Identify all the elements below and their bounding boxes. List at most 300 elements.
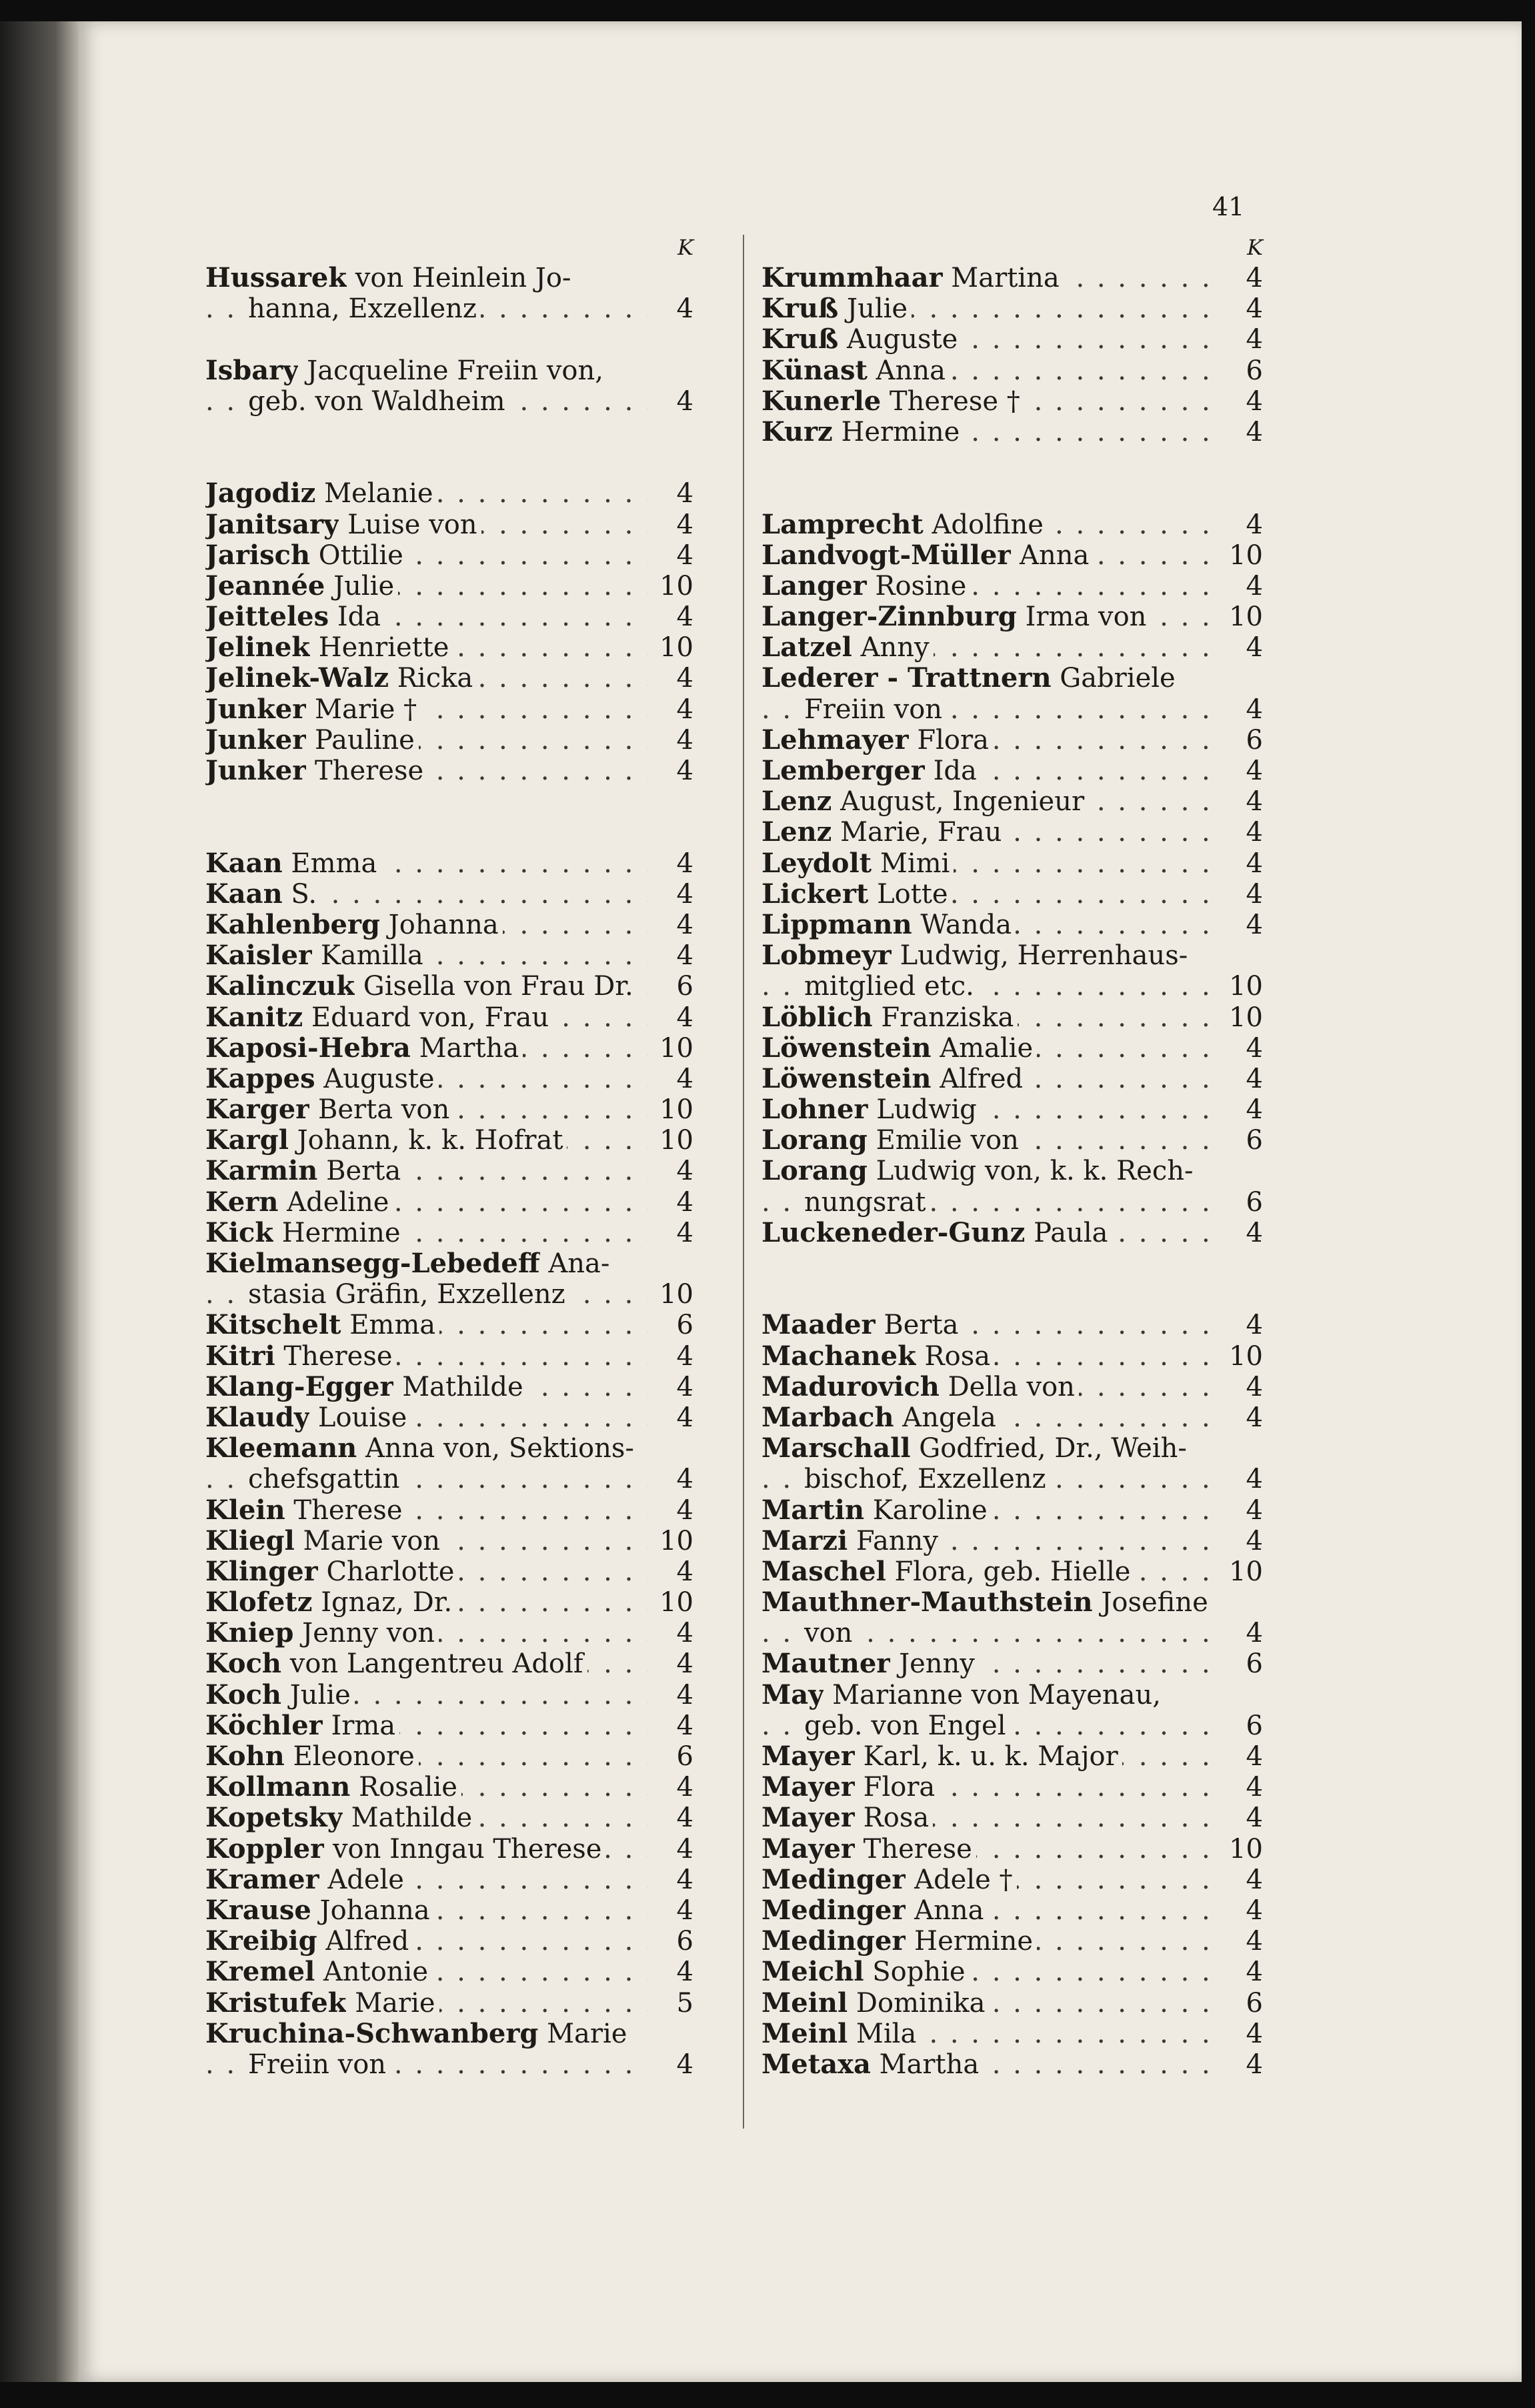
surname: Jeitteles xyxy=(205,601,329,633)
given-name: Amalie xyxy=(931,1032,1034,1064)
left-column xyxy=(205,232,693,2080)
list-item xyxy=(761,1895,1263,1926)
surname: Langer xyxy=(761,570,867,601)
surname: Kopetsky xyxy=(205,1802,343,1834)
list-item xyxy=(205,1341,693,1372)
surname: Koch xyxy=(205,1679,282,1710)
list-item xyxy=(205,1895,693,1926)
donation-amount: 5 xyxy=(676,1987,693,2019)
donor-name xyxy=(205,1865,648,1895)
donor-name xyxy=(205,601,648,632)
list-item xyxy=(761,848,1263,879)
donation-amount: 4 xyxy=(1246,756,1263,786)
list-item xyxy=(761,663,1263,694)
section-gap xyxy=(205,324,693,355)
donation-amount: 4 xyxy=(1246,694,1263,725)
list-item-continuation xyxy=(205,293,693,324)
given-name: Lotte xyxy=(868,878,948,910)
donation-amount: 4 xyxy=(1246,1217,1263,1248)
list-item xyxy=(205,1187,693,1218)
currency-header-right: K xyxy=(1247,235,1263,260)
donor-name xyxy=(205,1094,648,1125)
donation-amount: 4 xyxy=(676,509,693,540)
page-number: 41 xyxy=(1212,192,1245,221)
donor-name xyxy=(205,2019,693,2049)
given-name: Alfred xyxy=(931,1063,1024,1094)
list-item xyxy=(761,601,1263,632)
donor-name xyxy=(761,1002,1218,1033)
given-name: Henriette xyxy=(310,632,449,664)
given-name: Therese xyxy=(306,756,424,786)
surname: Löwenstein xyxy=(761,1063,932,1094)
surname: Junker xyxy=(205,724,307,756)
donation-amount: 4 xyxy=(676,1679,693,1710)
surname: Kitschelt xyxy=(205,1310,341,1341)
donor-name xyxy=(205,1310,648,1340)
donor-name xyxy=(205,1125,648,1156)
donor-name xyxy=(205,571,648,601)
list-item xyxy=(761,1372,1263,1402)
given-name: Angela xyxy=(894,1402,996,1433)
donor-name xyxy=(761,1957,1218,1987)
donation-amount: 4 xyxy=(1246,2018,1263,2049)
given-name: Jenny xyxy=(890,1648,975,1680)
section-gap xyxy=(761,478,1263,509)
donor-name xyxy=(205,1064,648,1094)
list-item xyxy=(761,1865,1263,1895)
list-item xyxy=(205,694,693,725)
list-item xyxy=(205,1310,693,1340)
given-name: Sophie xyxy=(864,1957,966,1988)
given-name: Kamilla xyxy=(312,940,423,972)
donor-name xyxy=(205,940,648,971)
surname: Kern xyxy=(205,1186,279,1218)
donor-name xyxy=(761,509,1218,540)
given-name: Adele † xyxy=(906,1864,1013,1895)
donor-name xyxy=(205,1402,648,1433)
list-item xyxy=(205,971,693,1002)
given-name: Berta xyxy=(875,1310,959,1341)
surname: Lehmayer xyxy=(761,724,909,756)
list-item xyxy=(205,1648,693,1679)
donor-name: bischof, Exzellenz . . . xyxy=(761,1464,1218,1494)
list-item xyxy=(205,1865,693,1895)
given-name: Karl, k. u. k. Major xyxy=(854,1741,1118,1772)
list-item xyxy=(205,478,693,509)
given-name: Emma xyxy=(282,848,377,879)
donor-name xyxy=(761,2049,1218,2080)
donor-name xyxy=(761,1834,1218,1865)
list-item xyxy=(761,324,1263,355)
given-name: Anna xyxy=(867,355,946,386)
list-item xyxy=(761,786,1263,817)
given-name: Jenny von xyxy=(293,1618,435,1649)
given-name: Emma xyxy=(341,1310,436,1341)
donor-name xyxy=(205,663,648,694)
surname: Medinger xyxy=(761,1926,906,1957)
list-item xyxy=(205,1988,693,2019)
given-name: Ignaz, Dr. xyxy=(312,1587,453,1618)
right-column-rows xyxy=(761,263,1263,2080)
given-name: Martha xyxy=(870,2049,980,2080)
list-item-continuation xyxy=(761,1618,1263,1648)
list-item xyxy=(205,1218,693,1248)
donation-amount: 4 xyxy=(676,1156,693,1187)
given-name: S. xyxy=(282,878,317,910)
donor-name xyxy=(205,1834,648,1865)
surname: Kremel xyxy=(205,1957,315,1988)
given-name: Franziska xyxy=(872,1002,1014,1033)
donor-name xyxy=(761,1648,1218,1679)
surname: Meinl xyxy=(761,1987,848,2019)
list-item xyxy=(205,1402,693,1433)
donation-amount: 6 xyxy=(1246,1125,1263,1156)
donor-name xyxy=(761,1033,1218,1064)
surname: Luckeneder-Gunz xyxy=(761,1217,1026,1248)
donation-amount: 10 xyxy=(659,1279,693,1310)
surname: Lemberger xyxy=(761,756,925,786)
surname: Lenz xyxy=(761,817,832,848)
surname: Künast xyxy=(761,355,868,386)
given-name: Adele xyxy=(319,1864,404,1895)
list-item xyxy=(205,1002,693,1033)
surname: Kohn xyxy=(205,1741,285,1772)
given-name: Ana- xyxy=(539,1248,610,1279)
given-name: Melanie xyxy=(315,478,433,509)
list-item xyxy=(761,1033,1263,1064)
surname: Klein xyxy=(205,1494,285,1526)
given-name: Marie von xyxy=(294,1525,441,1556)
list-item xyxy=(761,817,1263,848)
list-item-continuation xyxy=(761,1464,1263,1494)
donor-name xyxy=(761,632,1218,663)
given-name: Charlotte xyxy=(317,1556,455,1587)
list-item xyxy=(205,1587,693,1618)
list-item xyxy=(761,540,1263,571)
list-item xyxy=(205,848,693,879)
donor-name xyxy=(761,940,1263,971)
surname: Latzel xyxy=(761,632,852,664)
donation-amount: 10 xyxy=(659,1525,693,1556)
given-name: Ludwig von, k. k. Rech- xyxy=(867,1156,1194,1187)
donor-name xyxy=(761,1372,1218,1402)
donor-name: chefsgattin . . . xyxy=(205,1464,648,1494)
list-item xyxy=(205,632,693,663)
given-name: Johann, k. k. Hofrat xyxy=(288,1125,563,1156)
given-name: Adeline xyxy=(278,1186,389,1218)
given-name: Martha xyxy=(410,1032,519,1064)
donation-amount: 10 xyxy=(659,1032,693,1064)
donor-name: hanna, Exzellenz . . . xyxy=(205,293,648,324)
surname: Mayer xyxy=(761,1772,855,1803)
donation-amount: 10 xyxy=(1229,1002,1263,1033)
donation-amount: 4 xyxy=(1246,1032,1263,1064)
donation-amount: 10 xyxy=(659,1587,693,1618)
list-item xyxy=(761,1125,1263,1156)
given-name: Flora, geb. Hielle xyxy=(886,1556,1131,1587)
given-name: Fanny xyxy=(848,1525,938,1556)
surname: Kielmansegg-Lebedeff xyxy=(205,1248,540,1279)
donor-name xyxy=(205,1248,693,1279)
donation-amount: 4 xyxy=(1246,1926,1263,1957)
donor-name xyxy=(761,1218,1218,1248)
donor-name xyxy=(205,1710,648,1741)
donor-name xyxy=(761,879,1218,910)
surname: Langer-Zinnburg xyxy=(761,601,1017,633)
given-name: von Inngau Therese xyxy=(324,1833,602,1865)
donor-name xyxy=(205,848,648,879)
given-name: Pauline xyxy=(306,724,415,756)
list-item xyxy=(761,910,1263,940)
given-name: Hermine xyxy=(832,416,960,447)
donation-amount: 4 xyxy=(676,1494,693,1526)
surname: Kniep xyxy=(205,1618,294,1649)
donation-amount: 4 xyxy=(676,1802,693,1834)
surname: Kappes xyxy=(205,1063,315,1094)
given-name: Rosa xyxy=(854,1802,930,1834)
surname: Löwenstein xyxy=(761,1032,932,1064)
donor-name xyxy=(761,263,1218,293)
list-item xyxy=(761,1741,1263,1772)
donation-amount: 4 xyxy=(1246,817,1263,848)
donor-name xyxy=(761,1988,1218,2019)
given-name: Julie xyxy=(325,570,395,601)
surname: Jarisch xyxy=(205,539,311,571)
surname: Medinger xyxy=(761,1895,906,1926)
donor-name: von . . . xyxy=(761,1618,1218,1648)
donor-name xyxy=(761,817,1218,848)
donation-amount: 4 xyxy=(676,756,693,786)
donation-amount: 4 xyxy=(676,1464,693,1495)
list-item-continuation xyxy=(761,1710,1263,1741)
list-item xyxy=(761,1648,1263,1679)
list-item xyxy=(205,2019,693,2049)
given-name: Marie, Frau xyxy=(832,817,1002,848)
surname: Löblich xyxy=(761,1002,873,1033)
given-name: Anna xyxy=(906,1895,984,1926)
donation-amount: 4 xyxy=(1246,1371,1263,1402)
list-item xyxy=(205,725,693,756)
donation-amount: 4 xyxy=(1246,1772,1263,1803)
list-item xyxy=(761,632,1263,663)
book-spine-shadow xyxy=(0,21,79,2382)
surname: Kick xyxy=(205,1217,274,1248)
given-name: Auguste xyxy=(838,324,958,355)
donor-name xyxy=(205,1618,648,1648)
list-item xyxy=(761,1680,1263,1710)
donor-name xyxy=(205,355,693,386)
surname: Kalinczuk xyxy=(205,971,355,1002)
donation-amount: 4 xyxy=(676,1957,693,1988)
donor-name xyxy=(761,1741,1218,1772)
surname: Kleemann xyxy=(205,1433,357,1464)
donation-amount: 4 xyxy=(676,1340,693,1372)
section-gap xyxy=(205,817,693,848)
given-name: Louise xyxy=(309,1402,407,1433)
given-name: Ida xyxy=(329,601,381,633)
given-name: Mathilde xyxy=(342,1802,473,1834)
donation-amount: 10 xyxy=(1229,971,1263,1002)
donation-amount: 4 xyxy=(1246,878,1263,910)
surname: Maader xyxy=(761,1310,876,1341)
list-item xyxy=(205,1064,693,1094)
given-name: Josefine xyxy=(1092,1587,1208,1618)
given-name: Anna xyxy=(1011,539,1090,571)
donation-amount: 4 xyxy=(1246,1063,1263,1094)
donation-amount: 10 xyxy=(1229,601,1263,633)
given-name: Irma xyxy=(322,1710,396,1741)
surname: Klang-Egger xyxy=(205,1371,394,1402)
surname: Meinl xyxy=(761,2018,848,2049)
donor-name xyxy=(761,1772,1218,1802)
given-name: Hermine xyxy=(273,1217,401,1248)
given-name: Ottilie xyxy=(310,539,403,571)
list-item xyxy=(205,1741,693,1772)
list-item xyxy=(205,1526,693,1556)
given-name: Martina xyxy=(942,263,1060,293)
surname: Kollmann xyxy=(205,1772,351,1803)
donation-amount: 4 xyxy=(1246,848,1263,879)
donation-amount: 4 xyxy=(1246,1618,1263,1649)
donor-name xyxy=(205,910,648,940)
donation-amount: 4 xyxy=(676,1864,693,1895)
surname: Karger xyxy=(205,1094,310,1126)
surname: Marschall xyxy=(761,1433,911,1464)
surname: Kunerle xyxy=(761,385,882,417)
list-item xyxy=(205,910,693,940)
given-name: Marie xyxy=(346,1987,435,2019)
donation-amount: 6 xyxy=(1246,1186,1263,1218)
donor-name xyxy=(761,293,1218,324)
list-item xyxy=(761,1526,1263,1556)
donation-amount: 6 xyxy=(676,971,693,1002)
surname: Lohner xyxy=(761,1094,868,1126)
given-name: August, Ingenieur xyxy=(832,786,1085,818)
surname: Kurz xyxy=(761,416,833,447)
surname: Mayer xyxy=(761,1741,855,1772)
donation-amount: 4 xyxy=(676,1371,693,1402)
surname: Machanek xyxy=(761,1340,916,1372)
donor-name: nungsrat . . . xyxy=(761,1187,1218,1218)
donation-amount: 4 xyxy=(676,694,693,725)
list-item xyxy=(761,1433,1263,1464)
surname: Hussarek xyxy=(205,263,347,293)
surname: Kargl xyxy=(205,1125,289,1156)
donor-name xyxy=(205,1556,648,1587)
donation-amount: 4 xyxy=(676,1002,693,1033)
list-item xyxy=(205,1926,693,1957)
given-name: Dominika xyxy=(848,1987,986,2019)
donor-name xyxy=(761,601,1218,632)
surname: Metaxa xyxy=(761,2049,871,2080)
donor-name xyxy=(205,1156,648,1186)
donor-name xyxy=(205,879,648,910)
given-name: Godfried, Dr., Weih- xyxy=(910,1433,1187,1464)
donor-name xyxy=(205,1926,648,1957)
surname: Lenz xyxy=(761,786,832,818)
donation-amount: 4 xyxy=(676,848,693,879)
donor-name xyxy=(205,1895,648,1926)
surname: Mayer xyxy=(761,1802,855,1834)
given-name: Julie xyxy=(838,293,908,325)
donation-amount: 4 xyxy=(676,1217,693,1248)
donor-name xyxy=(205,1680,648,1710)
given-name: Ida xyxy=(924,756,977,786)
donor-name xyxy=(761,1433,1263,1464)
donation-amount: 4 xyxy=(1246,909,1263,940)
list-item xyxy=(761,1556,1263,1587)
donation-amount: 4 xyxy=(1246,1310,1263,1341)
list-item-continuation xyxy=(761,971,1263,1002)
donation-amount: 10 xyxy=(1229,1556,1263,1587)
list-item xyxy=(205,756,693,786)
donation-amount: 4 xyxy=(676,1063,693,1094)
section-gap xyxy=(761,1279,1263,1310)
surname: Karmin xyxy=(205,1156,318,1187)
given-name: Eduard von, Frau xyxy=(303,1002,549,1033)
donor-name xyxy=(761,1064,1218,1094)
surname: Junker xyxy=(205,694,307,725)
donor-name xyxy=(761,1156,1263,1186)
list-item xyxy=(761,1495,1263,1526)
donor-name xyxy=(761,1587,1263,1618)
surname: Lorang xyxy=(761,1156,868,1187)
surname: Marbach xyxy=(761,1402,894,1433)
section-gap xyxy=(761,1248,1263,1279)
donor-name xyxy=(205,509,648,540)
surname: Maschel xyxy=(761,1556,886,1587)
donation-amount: 6 xyxy=(676,1741,693,1772)
donor-name xyxy=(205,1187,648,1218)
list-item xyxy=(761,2049,1263,2080)
donor-name xyxy=(761,540,1218,571)
surname: Lobmeyr xyxy=(761,940,892,972)
surname: Junker xyxy=(205,756,307,786)
list-item-continuation xyxy=(205,2049,693,2080)
given-name: Therese † xyxy=(881,385,1020,417)
donation-amount: 10 xyxy=(659,632,693,664)
list-item xyxy=(205,1618,693,1648)
donation-amount: 4 xyxy=(676,663,693,694)
donor-name xyxy=(761,1125,1218,1156)
donor-name xyxy=(205,1033,648,1064)
donation-amount: 4 xyxy=(1246,2049,1263,2080)
section-gap xyxy=(205,447,693,478)
surname: Kruß xyxy=(761,293,839,325)
surname: Jelinek-Walz xyxy=(205,663,389,694)
donor-name xyxy=(761,725,1218,756)
list-item xyxy=(205,663,693,694)
list-item xyxy=(761,1587,1263,1618)
donor-name xyxy=(761,1094,1218,1125)
list-item xyxy=(205,879,693,910)
list-item xyxy=(205,601,693,632)
given-name: Ludwig, Herrenhaus- xyxy=(891,940,1188,972)
given-name: von Langentreu Adolf xyxy=(281,1648,583,1680)
given-name: Therese xyxy=(275,1340,393,1372)
given-name: Therese xyxy=(285,1494,403,1526)
surname: Krause xyxy=(205,1895,311,1926)
donation-amount: 4 xyxy=(676,724,693,756)
list-item xyxy=(761,1310,1263,1340)
donation-amount: 4 xyxy=(676,2049,693,2080)
list-item xyxy=(205,509,693,540)
list-item xyxy=(205,1433,693,1464)
donor-name xyxy=(761,1680,1263,1710)
donor-name: Freiin von . . . xyxy=(205,2049,648,2080)
surname: Kahlenberg xyxy=(205,909,380,940)
donor-name xyxy=(205,725,648,756)
